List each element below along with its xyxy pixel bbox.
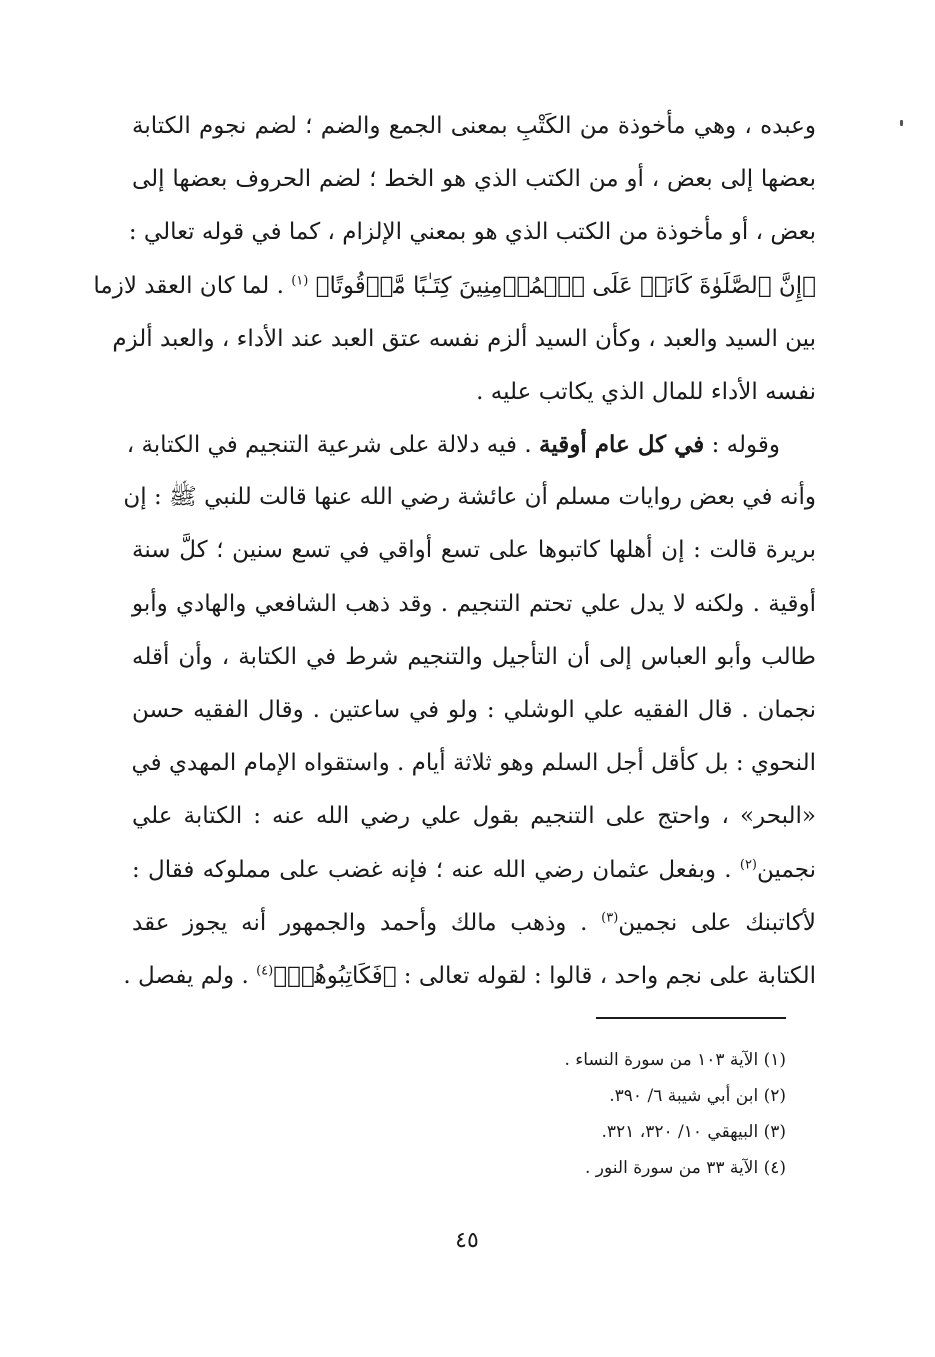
- page-number: ٤٥: [455, 1228, 479, 1253]
- footnote-ref-3: (٣): [601, 910, 619, 926]
- paragraph-2: [123, 418, 816, 1003]
- text-line: [132, 897, 816, 950]
- footnotes: [520, 1042, 786, 1186]
- text-line: بعضها إلى بعض ، أو من الكتب الذي هو الخط ؛ لضم الحروف بعضها إلى: [132, 166, 816, 193]
- line-lead: لأكاتبنك على نجمين: [618, 909, 816, 936]
- text-line: نجمان . قال الفقيه علي الوشلي : ولو في ساعتين . وقال الفقيه حسن: [132, 696, 816, 723]
- footnote-ref-4: (٤): [256, 963, 274, 979]
- line-tail: . ولم يفصل .: [123, 962, 257, 989]
- verse-line: [93, 260, 816, 313]
- text-line: نفسه الأداء للمال الذي يكاتب عليه .: [476, 378, 816, 405]
- line-lead: الكتابة على نجم واحد ، قالوا : لقوله تعالى :: [396, 962, 816, 989]
- quoted-phrase: في كل عام أوقية: [539, 431, 705, 458]
- line-lead: وقوله :: [704, 432, 780, 458]
- footnote-item: (٢) ابن أبي شيبة ٦/ ٣٩٠.: [609, 1086, 786, 1106]
- line-tail: . وذهب مالك وأحمد والجمهور أنه يجوز عقد: [132, 909, 602, 936]
- text-line: بعض ، أو مأخوذة من الكتب الذي هو بمعني الإلزام ، كما في قوله تعالي :: [128, 219, 816, 246]
- footnote-separator: [596, 1017, 786, 1019]
- footnote-ref-2: (٢): [739, 856, 757, 872]
- text-line: أوقية . ولكنه لا يدل علي تحتم التنجيم . وقد ذهب الشافعي والهادي وأبو: [132, 590, 816, 617]
- line-tail: . فيه دلالة على شرعية التنجيم في الكتابة ،: [126, 432, 539, 458]
- text-line: «البحر» ، واحتج على التنجيم بقول علي رضي الله عنه : الكتابة علي: [132, 803, 816, 830]
- footnote-item: (١) الآية ١٠٣ من سورة النساء .: [564, 1050, 786, 1070]
- footnote-item: (٣) البيهقي ١٠/ ٣٢٠، ٣٢١.: [601, 1122, 786, 1142]
- footnote-ref-1: (١): [291, 272, 309, 288]
- line-tail: . وبفعل عثمان رضي الله عنه ؛ فإنه غضب على مملوكه فقال :: [132, 856, 740, 883]
- text-line: بريرة قالت : إن أهلها كاتبوها على تسع أواقي في تسع سنين ؛ كلَّ سنة: [132, 537, 816, 564]
- text-line: بين السيد والعبد ، وكأن السيد ألزم نفسه عتق العبد عند الأداء ، والعبد ألزم: [112, 325, 816, 352]
- text-line: [123, 950, 816, 1003]
- quran-verse: ﴿إِنَّ ٱلصَّلَوٰةَ كَانَتۡ عَلَى ٱلۡمُؤۡمِنِينَ كِتَـٰبًا مَّوۡقُوتًا﴾: [315, 272, 816, 299]
- text-line: [132, 844, 816, 897]
- paragraph-1: [93, 100, 816, 419]
- footnote-item: (٤) الآية ٣٣ من سورة النور .: [585, 1158, 786, 1178]
- verse-line-tail: . لما كان العقد لازما: [93, 272, 292, 299]
- quran-verse: ﴿فَكَاتِبُوهُمۡ﴾: [273, 962, 397, 989]
- text-line: [126, 418, 816, 471]
- margin-mark: [900, 120, 903, 126]
- line-lead: نجمين: [757, 856, 816, 883]
- text-line: وأنه في بعض روايات مسلم أن عائشة رضي الله عنها قالت للنبي ﷺ : إن: [123, 484, 816, 511]
- text-line: وعبده ، وهي مأخوذة من الكَتْبِ بمعنى الجمع والضم ؛ لضم نجوم الكتابة: [132, 113, 816, 139]
- text-line: النحوي : بل كأقل أجل السلم وهو ثلاثة أيام . واستقواه الإمام المهدي في: [131, 750, 816, 777]
- text-line: طالب وأبو العباس إلى أن التأجيل والتنجيم شرط في الكتابة ، وأن أقله: [132, 643, 816, 670]
